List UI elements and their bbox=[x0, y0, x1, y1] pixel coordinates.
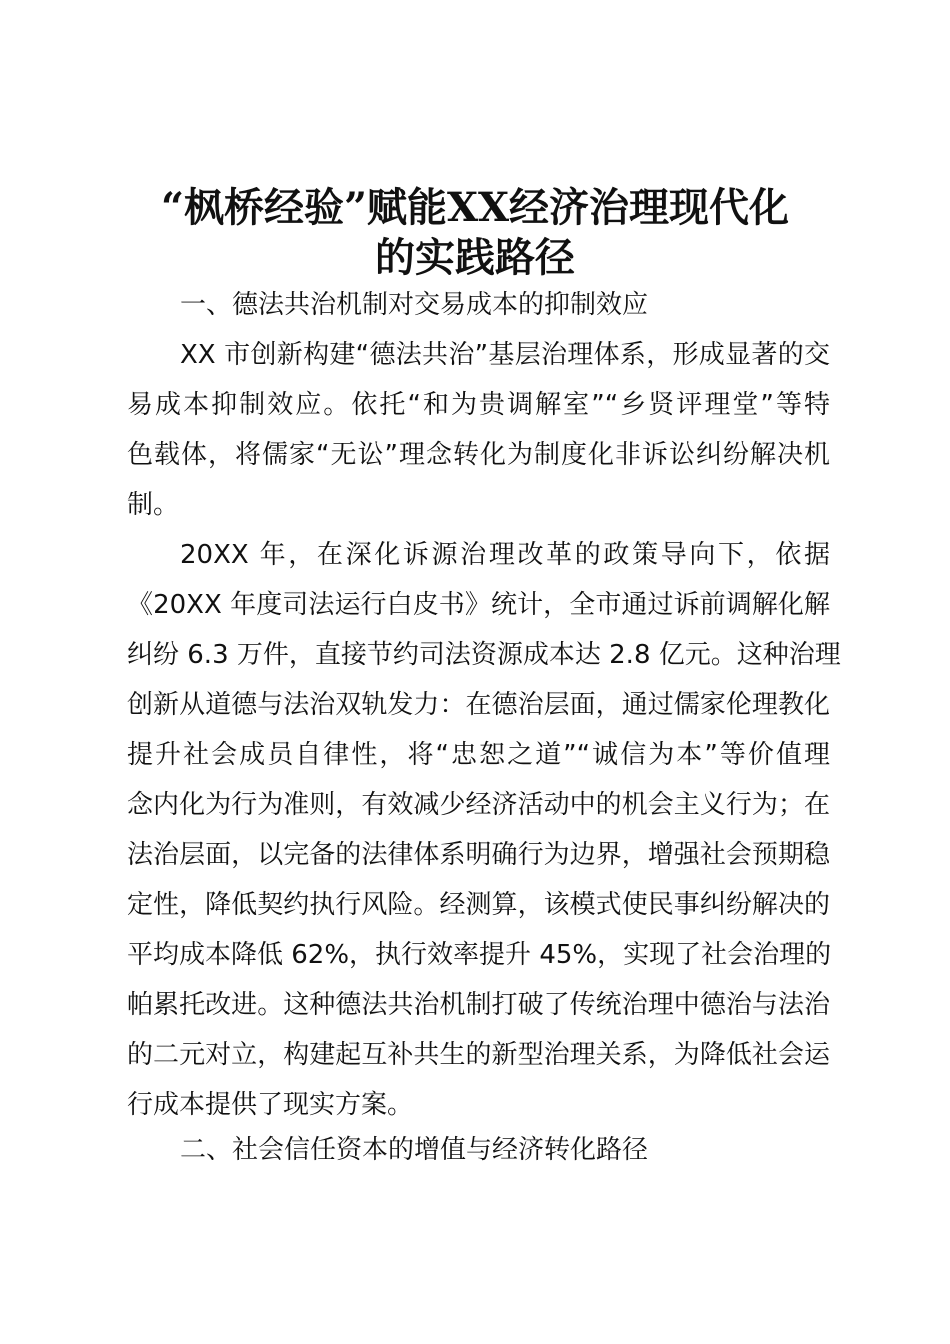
paragraph-line: 定性，降低契约执行风险。经测算，该模式使民事纠纷解决的 bbox=[127, 890, 830, 920]
paragraph-line: XX 市创新构建“德法共治”基层治理体系，形成显著的交 bbox=[180, 340, 830, 370]
paragraph-line: 制。 bbox=[127, 490, 180, 520]
paragraph-line: 法治层面，以完备的法律体系明确行为边界，增强社会预期稳 bbox=[127, 840, 830, 870]
paragraph-line: 帕累托改进。这种德法共治机制打破了传统治理中德治与法治 bbox=[127, 990, 830, 1020]
paragraph-line: 纠纷 6.3 万件，直接节约司法资源成本达 2.8 亿元。这种治理 bbox=[127, 640, 841, 670]
section-heading-2: 二、社会信任资本的增值与经济转化路径 bbox=[180, 1135, 649, 1165]
paragraph-line: 《20XX 年度司法运行白皮书》统计，全市通过诉前调解化解 bbox=[127, 590, 830, 620]
section-heading-1: 一、德法共治机制对交易成本的抑制效应 bbox=[180, 290, 649, 320]
paragraph-line: 提升社会成员自律性，将“忠恕之道”“诚信为本”等价值理 bbox=[127, 740, 830, 770]
paragraph-line: 的二元对立，构建起互补共生的新型治理关系，为降低社会运 bbox=[127, 1040, 830, 1070]
paragraph-line: 念内化为行为准则，有效减少经济活动中的机会主义行为；在 bbox=[127, 790, 830, 820]
paragraph-line: 平均成本降低 62%，执行效率提升 45%，实现了社会治理的 bbox=[127, 940, 832, 970]
document-title-line-2: 的实践路径 bbox=[375, 234, 575, 281]
paragraph-line: 创新从道德与法治双轨发力：在德治层面，通过儒家伦理教化 bbox=[127, 690, 830, 720]
document-title-line-1: “枫桥经验”赋能XX经济治理现代化 bbox=[160, 184, 790, 231]
paragraph-line: 20XX 年，在深化诉源治理改革的政策导向下，依据 bbox=[180, 540, 830, 570]
paragraph-line: 易成本抑制效应。依托“和为贵调解室”“乡贤评理堂”等特 bbox=[127, 390, 830, 420]
paragraph-line: 色载体，将儒家“无讼”理念转化为制度化非诉讼纠纷解决机 bbox=[127, 440, 830, 470]
paragraph-line: 行成本提供了现实方案。 bbox=[127, 1090, 414, 1120]
